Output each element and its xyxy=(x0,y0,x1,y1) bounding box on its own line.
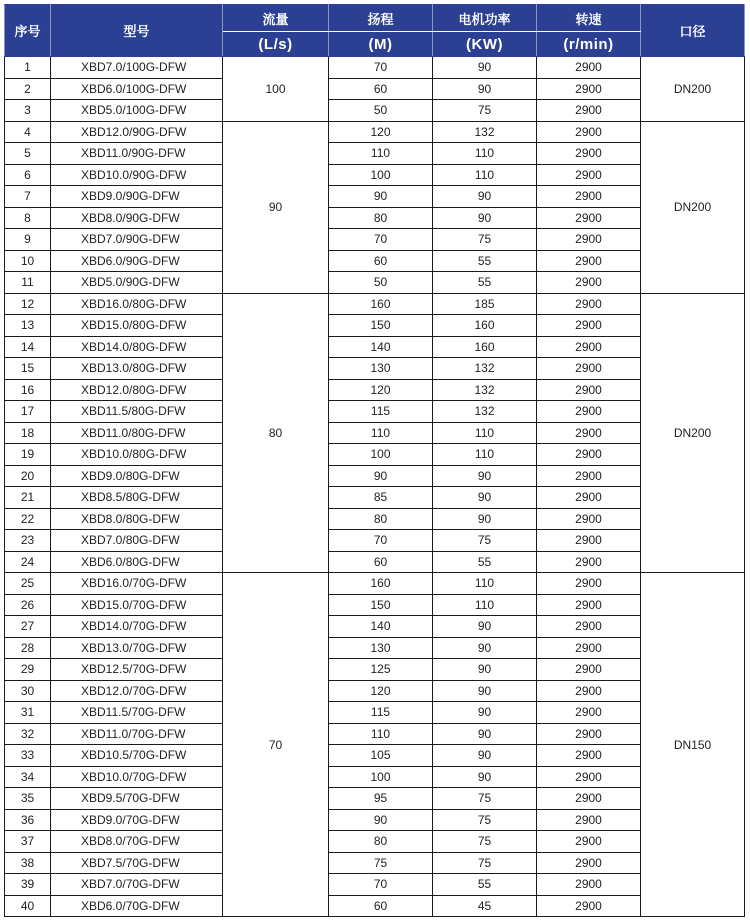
cell-seq: 26 xyxy=(5,594,51,616)
cell-speed: 2900 xyxy=(537,680,641,702)
cell-diameter: DN150 xyxy=(641,573,745,917)
cell-power: 132 xyxy=(433,401,537,423)
cell-model: XBD11.0/90G-DFW xyxy=(51,143,223,165)
header-flow: 流量 xyxy=(223,5,329,32)
table-row xyxy=(5,702,745,724)
cell-seq: 34 xyxy=(5,766,51,788)
cell-power: 55 xyxy=(433,250,537,272)
cell-speed: 2900 xyxy=(537,487,641,509)
cell-power: 90 xyxy=(433,680,537,702)
cell-flow: 90 xyxy=(223,121,329,293)
table-row xyxy=(5,487,745,509)
table-body xyxy=(5,57,745,917)
cell-seq: 20 xyxy=(5,465,51,487)
cell-head: 140 xyxy=(329,616,433,638)
cell-speed: 2900 xyxy=(537,358,641,380)
cell-speed: 2900 xyxy=(537,272,641,294)
cell-speed: 2900 xyxy=(537,315,641,337)
cell-speed: 2900 xyxy=(537,57,641,79)
cell-model: XBD12.5/70G-DFW xyxy=(51,659,223,681)
cell-speed: 2900 xyxy=(537,637,641,659)
cell-head: 140 xyxy=(329,336,433,358)
cell-power: 90 xyxy=(433,207,537,229)
cell-speed: 2900 xyxy=(537,594,641,616)
table-row xyxy=(5,272,745,294)
header-flow-unit: (L/s) xyxy=(223,32,329,57)
cell-power: 90 xyxy=(433,616,537,638)
cell-model: XBD8.0/70G-DFW xyxy=(51,831,223,853)
table-row xyxy=(5,723,745,745)
cell-power: 90 xyxy=(433,78,537,100)
cell-seq: 21 xyxy=(5,487,51,509)
cell-seq: 39 xyxy=(5,874,51,896)
cell-head: 60 xyxy=(329,551,433,573)
cell-speed: 2900 xyxy=(537,229,641,251)
header-diameter: 口径 xyxy=(641,5,745,57)
table-row xyxy=(5,831,745,853)
cell-speed: 2900 xyxy=(537,573,641,595)
cell-seq: 3 xyxy=(5,100,51,122)
cell-seq: 27 xyxy=(5,616,51,638)
cell-head: 50 xyxy=(329,100,433,122)
cell-flow: 100 xyxy=(223,57,329,122)
table-row xyxy=(5,143,745,165)
cell-power: 75 xyxy=(433,100,537,122)
cell-seq: 30 xyxy=(5,680,51,702)
cell-model: XBD8.0/80G-DFW xyxy=(51,508,223,530)
cell-head: 160 xyxy=(329,573,433,595)
cell-speed: 2900 xyxy=(537,186,641,208)
cell-model: XBD6.0/100G-DFW xyxy=(51,78,223,100)
cell-seq: 15 xyxy=(5,358,51,380)
cell-power: 90 xyxy=(433,766,537,788)
cell-speed: 2900 xyxy=(537,895,641,917)
cell-power: 90 xyxy=(433,508,537,530)
table-row xyxy=(5,659,745,681)
cell-power: 55 xyxy=(433,551,537,573)
cell-seq: 17 xyxy=(5,401,51,423)
header-speed-unit: (r/min) xyxy=(537,32,641,57)
cell-head: 80 xyxy=(329,508,433,530)
cell-seq: 1 xyxy=(5,57,51,79)
header-power-unit: (KW) xyxy=(433,32,537,57)
cell-speed: 2900 xyxy=(537,465,641,487)
cell-head: 90 xyxy=(329,465,433,487)
cell-model: XBD12.0/90G-DFW xyxy=(51,121,223,143)
header-power: 电机功率 xyxy=(433,5,537,32)
table-row xyxy=(5,766,745,788)
table-row xyxy=(5,616,745,638)
cell-model: XBD6.0/80G-DFW xyxy=(51,551,223,573)
cell-head: 100 xyxy=(329,444,433,466)
table-row xyxy=(5,186,745,208)
cell-seq: 36 xyxy=(5,809,51,831)
cell-speed: 2900 xyxy=(537,401,641,423)
cell-power: 160 xyxy=(433,336,537,358)
cell-model: XBD9.0/80G-DFW xyxy=(51,465,223,487)
cell-head: 75 xyxy=(329,852,433,874)
cell-seq: 35 xyxy=(5,788,51,810)
cell-head: 80 xyxy=(329,831,433,853)
cell-speed: 2900 xyxy=(537,422,641,444)
table-row xyxy=(5,250,745,272)
table-row xyxy=(5,207,745,229)
cell-head: 110 xyxy=(329,723,433,745)
cell-model: XBD10.0/70G-DFW xyxy=(51,766,223,788)
cell-speed: 2900 xyxy=(537,379,641,401)
cell-model: XBD11.0/80G-DFW xyxy=(51,422,223,444)
cell-model: XBD13.0/70G-DFW xyxy=(51,637,223,659)
cell-seq: 14 xyxy=(5,336,51,358)
cell-model: XBD15.0/80G-DFW xyxy=(51,315,223,337)
cell-seq: 24 xyxy=(5,551,51,573)
table-row xyxy=(5,465,745,487)
cell-speed: 2900 xyxy=(537,745,641,767)
cell-power: 110 xyxy=(433,164,537,186)
cell-model: XBD9.0/70G-DFW xyxy=(51,809,223,831)
cell-seq: 13 xyxy=(5,315,51,337)
cell-speed: 2900 xyxy=(537,852,641,874)
cell-seq: 6 xyxy=(5,164,51,186)
header-model: 型号 xyxy=(51,5,223,57)
cell-diameter: DN200 xyxy=(641,293,745,573)
cell-model: XBD7.5/70G-DFW xyxy=(51,852,223,874)
cell-model: XBD5.0/100G-DFW xyxy=(51,100,223,122)
cell-head: 160 xyxy=(329,293,433,315)
cell-power: 90 xyxy=(433,57,537,79)
cell-seq: 29 xyxy=(5,659,51,681)
cell-model: XBD10.0/90G-DFW xyxy=(51,164,223,186)
cell-power: 90 xyxy=(433,637,537,659)
table-row xyxy=(5,444,745,466)
cell-power: 90 xyxy=(433,465,537,487)
cell-seq: 37 xyxy=(5,831,51,853)
table-row xyxy=(5,895,745,917)
cell-speed: 2900 xyxy=(537,164,641,186)
table-row xyxy=(5,100,745,122)
table-row xyxy=(5,809,745,831)
cell-head: 70 xyxy=(329,57,433,79)
cell-power: 90 xyxy=(433,702,537,724)
cell-seq: 40 xyxy=(5,895,51,917)
cell-seq: 18 xyxy=(5,422,51,444)
cell-head: 130 xyxy=(329,358,433,380)
cell-head: 70 xyxy=(329,874,433,896)
table-row xyxy=(5,164,745,186)
table-row xyxy=(5,594,745,616)
cell-head: 110 xyxy=(329,143,433,165)
cell-head: 130 xyxy=(329,637,433,659)
cell-speed: 2900 xyxy=(537,78,641,100)
cell-speed: 2900 xyxy=(537,143,641,165)
cell-head: 125 xyxy=(329,659,433,681)
table-row xyxy=(5,852,745,874)
cell-seq: 7 xyxy=(5,186,51,208)
cell-model: XBD16.0/80G-DFW xyxy=(51,293,223,315)
cell-seq: 31 xyxy=(5,702,51,724)
cell-seq: 10 xyxy=(5,250,51,272)
cell-power: 75 xyxy=(433,530,537,552)
table-row xyxy=(5,379,745,401)
cell-power: 75 xyxy=(433,852,537,874)
header-seq: 序号 xyxy=(5,5,51,57)
table-row xyxy=(5,293,745,315)
table-row xyxy=(5,637,745,659)
table-row xyxy=(5,788,745,810)
cell-power: 110 xyxy=(433,444,537,466)
cell-seq: 33 xyxy=(5,745,51,767)
cell-head: 105 xyxy=(329,745,433,767)
header-head-unit: (M) xyxy=(329,32,433,57)
cell-model: XBD8.5/80G-DFW xyxy=(51,487,223,509)
cell-flow: 70 xyxy=(223,573,329,917)
cell-model: XBD7.0/80G-DFW xyxy=(51,530,223,552)
table-row xyxy=(5,422,745,444)
cell-head: 60 xyxy=(329,895,433,917)
cell-seq: 38 xyxy=(5,852,51,874)
cell-power: 75 xyxy=(433,809,537,831)
cell-speed: 2900 xyxy=(537,809,641,831)
cell-seq: 2 xyxy=(5,78,51,100)
header-speed: 转速 xyxy=(537,5,641,32)
table-row xyxy=(5,336,745,358)
table-row xyxy=(5,315,745,337)
cell-seq: 32 xyxy=(5,723,51,745)
cell-seq: 22 xyxy=(5,508,51,530)
cell-power: 75 xyxy=(433,831,537,853)
cell-model: XBD15.0/70G-DFW xyxy=(51,594,223,616)
cell-model: XBD8.0/90G-DFW xyxy=(51,207,223,229)
cell-speed: 2900 xyxy=(537,723,641,745)
table-row xyxy=(5,530,745,552)
cell-power: 75 xyxy=(433,229,537,251)
cell-power: 90 xyxy=(433,659,537,681)
cell-flow: 80 xyxy=(223,293,329,573)
cell-seq: 11 xyxy=(5,272,51,294)
cell-power: 132 xyxy=(433,379,537,401)
cell-seq: 16 xyxy=(5,379,51,401)
cell-power: 90 xyxy=(433,186,537,208)
cell-power: 55 xyxy=(433,272,537,294)
cell-head: 110 xyxy=(329,422,433,444)
cell-power: 110 xyxy=(433,143,537,165)
cell-seq: 23 xyxy=(5,530,51,552)
cell-model: XBD7.0/100G-DFW xyxy=(51,57,223,79)
cell-speed: 2900 xyxy=(537,530,641,552)
table-row xyxy=(5,121,745,143)
cell-speed: 2900 xyxy=(537,659,641,681)
table-row xyxy=(5,358,745,380)
cell-speed: 2900 xyxy=(537,121,641,143)
cell-speed: 2900 xyxy=(537,551,641,573)
cell-seq: 9 xyxy=(5,229,51,251)
table-row xyxy=(5,401,745,423)
cell-model: XBD7.0/90G-DFW xyxy=(51,229,223,251)
cell-diameter: DN200 xyxy=(641,121,745,293)
table-row xyxy=(5,508,745,530)
cell-seq: 25 xyxy=(5,573,51,595)
cell-power: 90 xyxy=(433,723,537,745)
cell-model: XBD12.0/70G-DFW xyxy=(51,680,223,702)
cell-power: 75 xyxy=(433,788,537,810)
cell-power: 110 xyxy=(433,573,537,595)
cell-head: 80 xyxy=(329,207,433,229)
table-row xyxy=(5,573,745,595)
cell-head: 85 xyxy=(329,487,433,509)
cell-model: XBD13.0/80G-DFW xyxy=(51,358,223,380)
cell-model: XBD6.0/70G-DFW xyxy=(51,895,223,917)
cell-head: 70 xyxy=(329,530,433,552)
header-head: 扬程 xyxy=(329,5,433,32)
cell-power: 132 xyxy=(433,121,537,143)
cell-power: 90 xyxy=(433,745,537,767)
cell-model: XBD5.0/90G-DFW xyxy=(51,272,223,294)
cell-seq: 28 xyxy=(5,637,51,659)
cell-model: XBD14.0/70G-DFW xyxy=(51,616,223,638)
table-row xyxy=(5,229,745,251)
cell-head: 120 xyxy=(329,379,433,401)
cell-model: XBD12.0/80G-DFW xyxy=(51,379,223,401)
cell-speed: 2900 xyxy=(537,874,641,896)
cell-power: 160 xyxy=(433,315,537,337)
pump-spec-table xyxy=(4,4,745,917)
cell-seq: 12 xyxy=(5,293,51,315)
cell-speed: 2900 xyxy=(537,250,641,272)
table-row xyxy=(5,551,745,573)
cell-model: XBD9.5/70G-DFW xyxy=(51,788,223,810)
table-row xyxy=(5,78,745,100)
cell-head: 60 xyxy=(329,250,433,272)
cell-seq: 4 xyxy=(5,121,51,143)
cell-model: XBD10.5/70G-DFW xyxy=(51,745,223,767)
cell-head: 90 xyxy=(329,809,433,831)
cell-seq: 19 xyxy=(5,444,51,466)
cell-head: 70 xyxy=(329,229,433,251)
cell-diameter: DN200 xyxy=(641,57,745,122)
cell-head: 100 xyxy=(329,766,433,788)
cell-speed: 2900 xyxy=(537,293,641,315)
cell-head: 60 xyxy=(329,78,433,100)
cell-head: 115 xyxy=(329,401,433,423)
cell-model: XBD11.5/80G-DFW xyxy=(51,401,223,423)
cell-model: XBD6.0/90G-DFW xyxy=(51,250,223,272)
cell-power: 185 xyxy=(433,293,537,315)
cell-head: 150 xyxy=(329,594,433,616)
cell-speed: 2900 xyxy=(537,831,641,853)
cell-head: 100 xyxy=(329,164,433,186)
cell-speed: 2900 xyxy=(537,444,641,466)
cell-speed: 2900 xyxy=(537,616,641,638)
cell-model: XBD16.0/70G-DFW xyxy=(51,573,223,595)
table-row xyxy=(5,57,745,79)
cell-head: 115 xyxy=(329,702,433,724)
cell-head: 90 xyxy=(329,186,433,208)
cell-seq: 5 xyxy=(5,143,51,165)
cell-model: XBD14.0/80G-DFW xyxy=(51,336,223,358)
cell-speed: 2900 xyxy=(537,766,641,788)
cell-head: 120 xyxy=(329,680,433,702)
cell-speed: 2900 xyxy=(537,100,641,122)
cell-power: 110 xyxy=(433,422,537,444)
cell-seq: 8 xyxy=(5,207,51,229)
cell-head: 50 xyxy=(329,272,433,294)
cell-model: XBD10.0/80G-DFW xyxy=(51,444,223,466)
cell-speed: 2900 xyxy=(537,207,641,229)
cell-speed: 2900 xyxy=(537,702,641,724)
cell-model: XBD9.0/90G-DFW xyxy=(51,186,223,208)
cell-power: 45 xyxy=(433,895,537,917)
cell-speed: 2900 xyxy=(537,508,641,530)
cell-power: 90 xyxy=(433,487,537,509)
cell-model: XBD11.5/70G-DFW xyxy=(51,702,223,724)
cell-speed: 2900 xyxy=(537,336,641,358)
cell-head: 120 xyxy=(329,121,433,143)
cell-power: 132 xyxy=(433,358,537,380)
table-row xyxy=(5,874,745,896)
cell-power: 55 xyxy=(433,874,537,896)
cell-power: 110 xyxy=(433,594,537,616)
cell-speed: 2900 xyxy=(537,788,641,810)
table-row xyxy=(5,745,745,767)
table-row xyxy=(5,680,745,702)
cell-head: 150 xyxy=(329,315,433,337)
cell-model: XBD7.0/70G-DFW xyxy=(51,874,223,896)
cell-head: 95 xyxy=(329,788,433,810)
cell-model: XBD11.0/70G-DFW xyxy=(51,723,223,745)
